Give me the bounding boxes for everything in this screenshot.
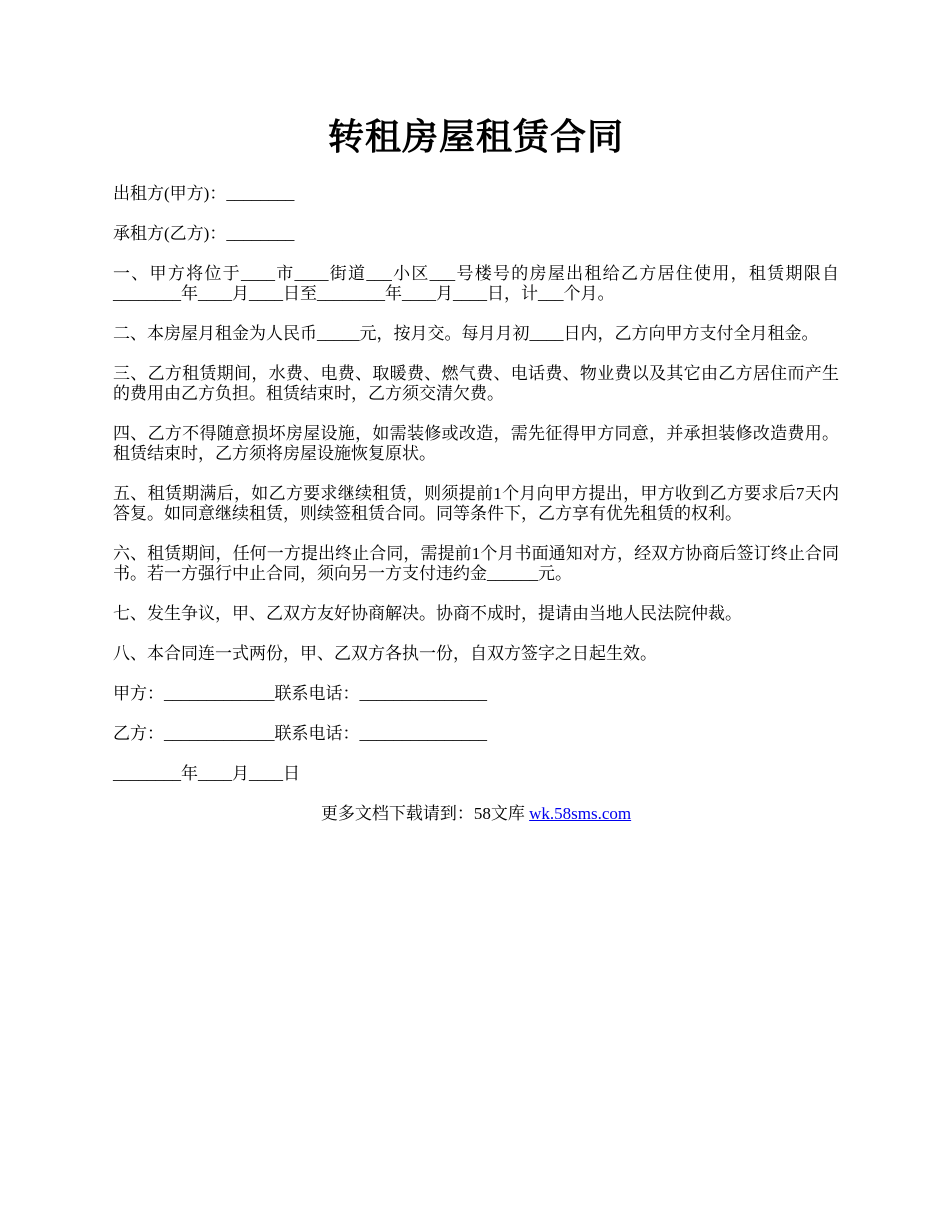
- clause-3: 三、乙方租赁期间，水费、电费、取暖费、燃气费、电话费、物业费以及其它由乙方居住而产生的费用由乙方负担。租赁结束时，乙方须交清欠费。: [113, 364, 839, 403]
- clause-7: 七、发生争议，甲、乙双方友好协商解决。协商不成时，提请由当地人民法院仲裁。: [113, 604, 742, 623]
- signature-party-a: 甲方：_____________联系电话：_______________: [113, 684, 487, 703]
- lessor-line: 出租方(甲方)：________: [113, 184, 295, 203]
- document-page: [113, 112, 839, 841]
- clause-5: 五、租赁期满后，如乙方要求继续租赁，则须提前1个月向甲方提出，甲方收到乙方要求后7天内答复。如同意继续租赁，则续签租赁合同。同等条件下，乙方享有优先租赁的权利。: [113, 484, 839, 523]
- clause-1: 一、甲方将位于____市____街道___小区___号楼号的房屋出租给乙方居住使用，租赁期限自________年____月____日至________年____月____日，计___个月。: [113, 264, 839, 303]
- date-line: ________年____月____日: [113, 764, 300, 783]
- lessee-line: 承租方(乙方)：________: [113, 224, 295, 243]
- document-title: 转租房屋租赁合同: [327, 117, 624, 157]
- signature-party-b: 乙方：_____________联系电话：_______________: [113, 724, 487, 743]
- clause-4: 四、乙方不得随意损坏房屋设施，如需装修或改造，需先征得甲方同意，并承担装修改造费用。租赁结束时，乙方须将房屋设施恢复原状。: [113, 424, 839, 463]
- clause-2: 二、本房屋月租金为人民币_____元，按月交。每月月初____日内，乙方向甲方支付全月租金。: [113, 324, 819, 343]
- clause-6: 六、租赁期间，任何一方提出终止合同，需提前1个月书面通知对方，经双方协商后签订终止合同书。若一方强行中止合同，须向另一方支付违约金______元。: [113, 544, 839, 583]
- footer-note: [113, 804, 839, 824]
- footer-prefix: 更多文档下载请到：58文库: [320, 804, 530, 823]
- clause-8: 八、本合同连一式两份，甲、乙双方各执一份，自双方签字之日起生效。: [113, 644, 657, 663]
- footer-link[interactable]: wk.58sms.com: [529, 804, 632, 823]
